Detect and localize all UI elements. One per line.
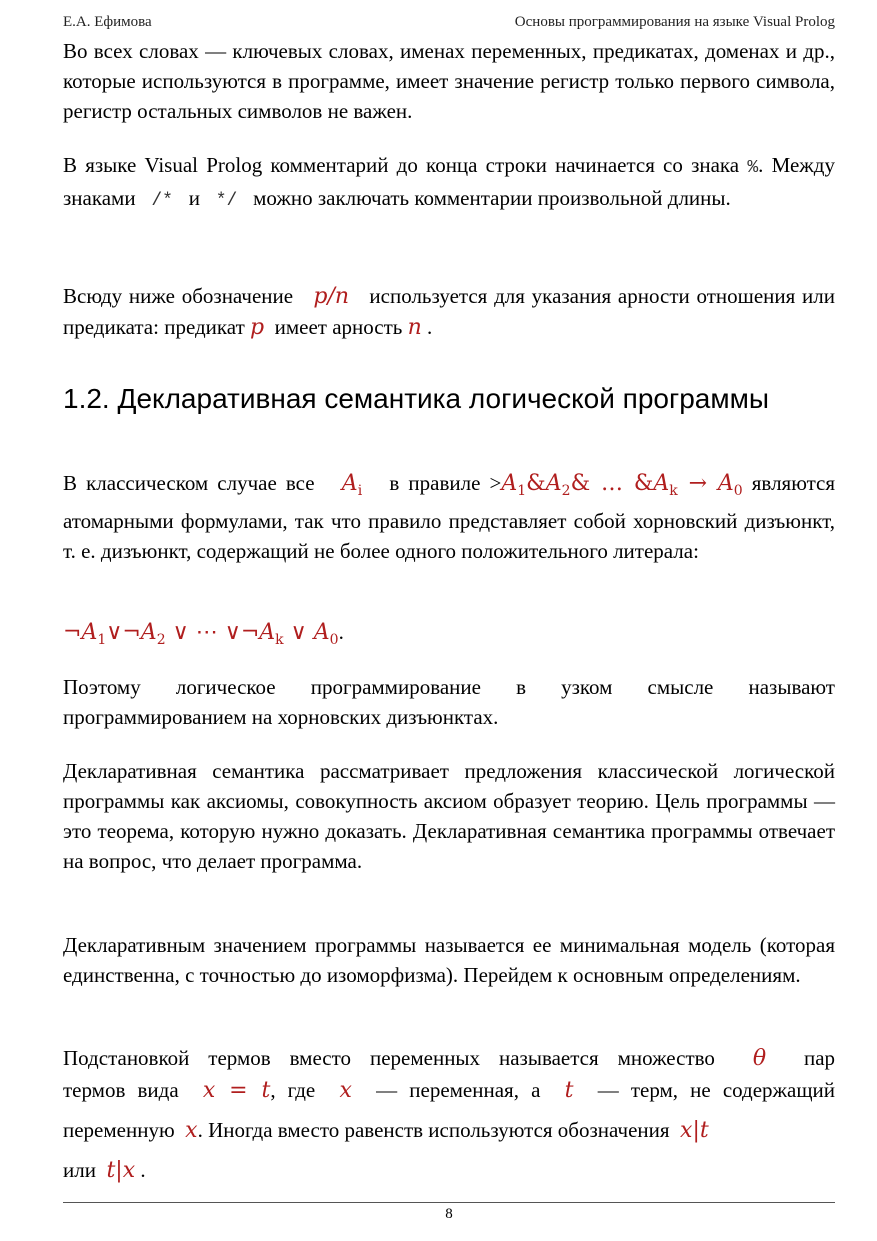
paragraph-horn-clauses: В классическом случае все $A_i$ в правиле $>A_1\&A_2\&$ … $\&A_k \to A_0$ являются атомарными формулами, так что правило представляет собой хорновский дизъюнкт, т. е. дизъюнкт, содержащий не более одного положительного литерала: [63,471,836,563]
math-t-bar-x: t|x [106,1158,136,1183]
math-a-i: $A_i$ [341,471,363,499]
math-p: p [250,315,265,340]
document-page [63,0,835,1241]
paragraph-logic-programming: Поэтому логическое программирование в узком смысле называют программированием на хорновских дизъюнктах. [63,675,835,729]
math-theta: θ [752,1046,767,1071]
paragraph-substitution-line-1: Подстановкой термов вместо переменных называется множество θ пар [63,1046,836,1071]
percent-sign: % [747,158,759,178]
paragraph-substitution-line-4: или t|x . [63,1158,146,1183]
math-p-over-n: p/n [313,284,350,309]
page-number: 8 [445,1206,453,1222]
math-x-variable: x [185,1118,198,1143]
math-t: t [564,1078,574,1103]
math-x-bar-t: x|t [680,1118,709,1143]
comment-open: /* [151,191,173,211]
header-book-title: Основы программирования на языке Visual Prolog [514,14,835,30]
paragraph-substitution-line-2: термов вида x = t, где x — переменная, а t — терм, не содержащий [63,1078,836,1103]
horn-clause-formula: $\neg A_1\vee\neg A_2$ ∨ ⋯ $\vee\neg A_k$ ∨ $A_0$. [63,620,344,648]
running-header [63,14,835,31]
paragraph-comments: В языке Visual Prolog комментарий до конца строки начинается со знака %. Между знаками /* и */ можно заключать комментарии произвольной длины. [63,153,835,211]
math-n: n [407,315,422,340]
math-rule: $A_1\&A_2\&$ … $\&A_k \to A_0$ [501,471,743,499]
paragraph-declarative-semantics: Декларативная семантика рассматривает предложения классической логической программы как аксиомы, совокупность аксиом образует теорию. Цель программы — это теорема, которую нужно доказать. Декларативная семантика программы отвечает на вопрос, что делает программа. [63,759,835,873]
header-author: Е.А. Ефимова [63,14,152,30]
section-heading: 1.2. Декларативная семантика логической программы [63,383,769,414]
footer-divider [63,1202,835,1203]
math-x-eq-t: x = t [202,1078,271,1103]
comment-close: */ [215,191,238,211]
paragraph-arity: Всюду ниже обозначение p/n используется для указания арности отношения или предиката: предикат p имеет арность n . [63,284,836,340]
math-x: x [339,1078,352,1103]
paragraph-case-sensitivity: Во всех словах — ключевых словах, именах переменных, предикатах, доменах и др., которые используются в программе, имеет значение регистр только первого символа, регистр остальных символов не важен. [63,39,835,123]
paragraph-declarative-meaning: Декларативным значением программы называется ее минимальная модель (которая единственна, с точностью до изоморфизма). Перейдем к основным определениям. [63,933,835,987]
paragraph-substitution-line-3: переменную x. Иногда вместо равенств используются обозначения x|t [63,1118,709,1143]
